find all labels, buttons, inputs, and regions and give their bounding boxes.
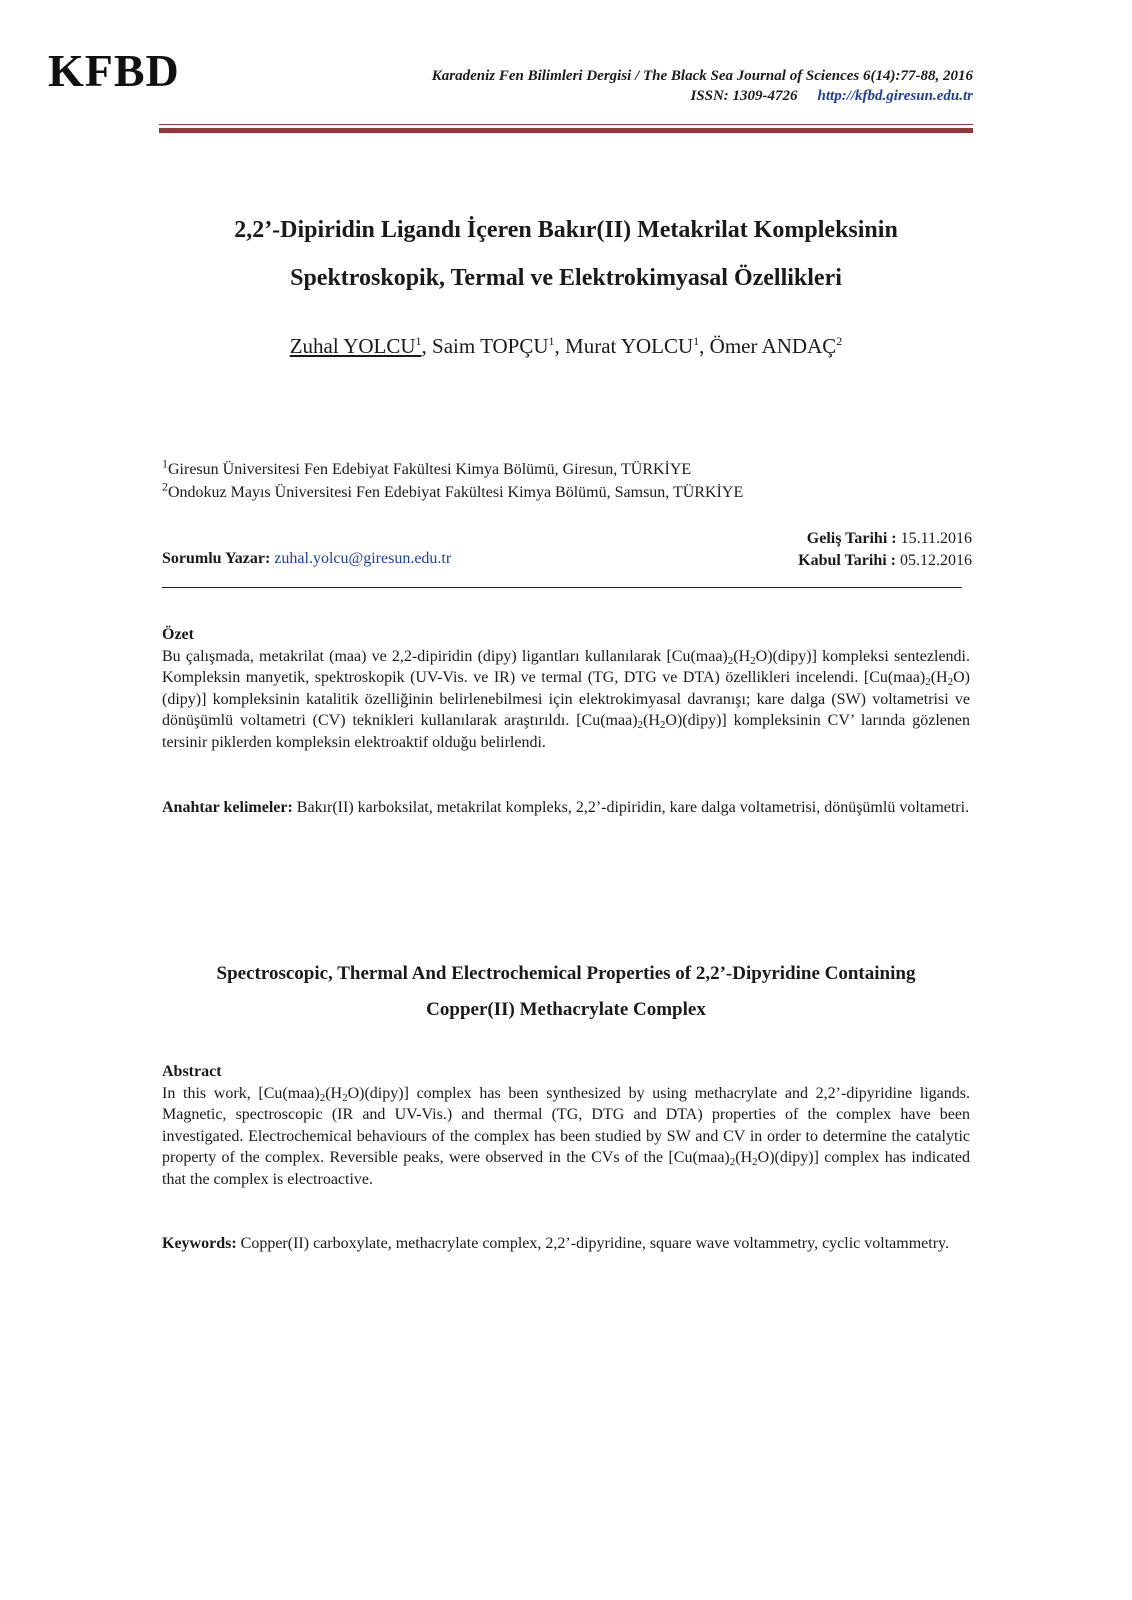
- author-3: [565, 334, 699, 358]
- abstract-sub-2: 2: [342, 1091, 348, 1104]
- abstract-sub-1: 2: [319, 1091, 326, 1104]
- abstract-heading: Abstract: [162, 1063, 222, 1080]
- ozet-text-3: O)(dipy)] kompleksi sentezlendi. Kompleksin manyetik, spektroskopik (UV-Vis. ve IR) ve termal (TG, DTG ve DTA) özellikleri incelendi. [Cu(maa): [162, 647, 970, 687]
- abstract-sub-3: 2: [729, 1156, 736, 1169]
- affiliation-2: [162, 481, 743, 504]
- author-1: [290, 334, 422, 358]
- journal-issn: ISSN: 1309-4726: [690, 88, 798, 104]
- ozet-heading: Özet: [162, 626, 194, 643]
- received-date: [798, 528, 972, 550]
- affiliations: [162, 458, 743, 504]
- ozet-sub-5: 2: [637, 719, 644, 732]
- ozet-text-4: (H: [930, 669, 948, 687]
- journal-logo: KFBD: [48, 45, 180, 96]
- author-2-affil: 1: [548, 334, 555, 348]
- paper-title: [159, 206, 973, 302]
- ozet-text-1: Bu çalışmada, metakrilat (maa) ve 2,2-dipiridin (dipy) ligantları kullanılarak [Cu(maa): [162, 647, 728, 665]
- keywords-text: Copper(II) carboxylate, methacrylate complex, 2,2’-dipyridine, square wave voltammetry, cyclic voltammetry.: [240, 1235, 949, 1252]
- author-list: Zuhal YOLCU$^1$, Saim TOPÇU$^1$, Murat YOLCU$^1$, Ömer ANDAÇ$^2$: [289, 334, 843, 358]
- affiliation-1-mark: 1: [162, 456, 168, 471]
- anahtar-label: Anahtar kelimeler:: [162, 799, 293, 816]
- anahtar-kelimeler: [162, 797, 970, 819]
- corresponding-author: [162, 550, 451, 568]
- received-value: 15.11.2016: [900, 530, 972, 547]
- english-title: [159, 956, 973, 1028]
- abstract-text-2: (H: [325, 1084, 343, 1102]
- header-rule-thick: [159, 128, 973, 133]
- accepted-date: [798, 550, 972, 572]
- abstract-sub-4: 2: [752, 1156, 758, 1169]
- keywords: [162, 1233, 970, 1255]
- author-4: [710, 334, 843, 358]
- journal-citation: Karadeniz Fen Bilimleri Dergisi / The Black Sea Journal of Sciences 6(14):77-88, 2016: [431, 68, 973, 84]
- received-label: Geliş Tarihi :: [806, 530, 897, 547]
- ozet-sub-4: 2: [947, 676, 954, 689]
- paper-title-line-2: Spektroskopik, Termal ve Elektrokimyasal Özellikleri: [290, 265, 842, 291]
- author-4-affil: 2: [836, 334, 843, 348]
- corresponding-email-link[interactable]: zuhal.yolcu@giresun.edu.tr: [274, 550, 452, 567]
- author-3-name: Murat YOLCU: [565, 334, 694, 358]
- ozet-text-7: O)(dipy)] kompleksinin CV’ larında gözlenen tersinir piklerden kompleksin elektroaktif olduğu belirlendi.: [162, 712, 970, 751]
- ozet-text-5: O)(dipy)] kompleksinin katalitik özelliğinin belirlenebilmesi için elektrokimyasal davranışı; kare dalga (SW) voltametrisi ve dönüşümlü voltametri (CV) teknikleri kullanılarak araştırıldı. [Cu(maa): [162, 669, 970, 730]
- ozet-text-2: (H: [733, 647, 751, 665]
- ozet-section: [162, 624, 970, 754]
- section-separator: [162, 587, 962, 588]
- ozet-sub-2: 2: [750, 654, 756, 667]
- author-1-name: Zuhal YOLCU: [289, 334, 416, 358]
- english-title-line-1: Spectroscopic, Thermal And Electrochemical Properties of 2,2’-Dipyridine Containing: [216, 963, 916, 984]
- paper-title-line-1: 2,2’-Dipiridin Ligandı İçeren Bakır(II) Metakrilat Kompleksinin: [234, 217, 898, 243]
- corresponding-label: Sorumlu Yazar:: [162, 550, 271, 567]
- affiliation-1-text: Giresun Üniversitesi Fen Edebiyat Fakültesi Kimya Bölümü, Giresun, TÜRKİYE: [168, 461, 692, 478]
- abstract-body: [162, 1083, 970, 1191]
- ozet-sub-3: 2: [925, 676, 931, 689]
- author-2: [432, 334, 555, 358]
- ozet-body: [162, 646, 970, 754]
- accepted-value: 05.12.2016: [900, 552, 972, 569]
- abstract-text-3: O)(dipy)] complex has been synthesized by using methacrylate and 2,2’-dipyridine ligands. Magnetic, spectroscopic (IR and UV-Vis.) and thermal (TG, DTG and DTA) properties of the complex have been investigated. Electrochemical behaviours of the complex has been studied by SW and CV in order to determine the catalytic property of the complex. Reversible peaks, were observed in the CVs of the [Cu(maa): [162, 1084, 970, 1167]
- abstract-section: [162, 1061, 970, 1191]
- author-2-name: Saim TOPÇU: [432, 334, 549, 358]
- abstract-text-1: In this work, [Cu(maa): [162, 1084, 320, 1102]
- english-title-line-2: Copper(II) Methacrylate Complex: [426, 999, 706, 1020]
- anahtar-text: Bakır(II) karboksilat, metakrilat kompleks, 2,2’-dipiridin, kare dalga voltametrisi, dönüşümlü voltametri.: [296, 799, 970, 816]
- affiliation-2-mark: 2: [162, 479, 168, 494]
- author-4-name: Ömer ANDAÇ: [709, 334, 837, 358]
- abstract-text-4: (H: [735, 1149, 753, 1167]
- abstract-text-5: O)(dipy)] complex has indicated that the complex is electroactive.: [162, 1149, 970, 1188]
- keywords-label: Keywords:: [162, 1235, 237, 1252]
- ozet-sub-1: 2: [727, 654, 734, 667]
- affiliation-2-text: Ondokuz Mayıs Üniversitesi Fen Edebiyat Fakültesi Kimya Bölümü, Samsun, TÜRKİYE: [168, 484, 744, 501]
- accepted-label: Kabul Tarihi :: [798, 552, 896, 569]
- affiliation-1: [162, 458, 743, 481]
- author-3-affil: 1: [693, 334, 700, 348]
- ozet-sub-6: 2: [659, 719, 666, 732]
- article-dates: [798, 528, 972, 572]
- journal-url-link[interactable]: http://kfbd.giresun.edu.tr: [817, 88, 973, 104]
- journal-issn-line: [432, 86, 973, 106]
- journal-header: [432, 66, 973, 106]
- header-rule-thin: [159, 124, 973, 125]
- author-1-affil: 1: [415, 334, 422, 348]
- ozet-text-6: (H: [643, 712, 660, 730]
